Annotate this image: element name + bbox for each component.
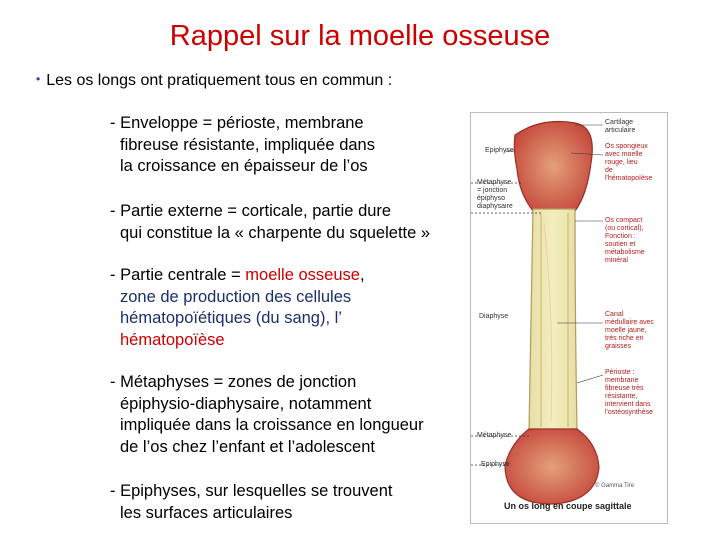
point-perioste bbox=[110, 113, 470, 178]
label-spongieux: l'hématopoïèse bbox=[605, 175, 653, 182]
label-metaphyse-top: épiphyso bbox=[477, 195, 506, 202]
label-metaphyse-top: = jonction bbox=[477, 187, 508, 194]
label-spongieux: de bbox=[605, 167, 613, 174]
point-line: épiphysio-diaphysaire, notamment bbox=[120, 394, 372, 413]
label-perioste: résistante, bbox=[605, 393, 638, 400]
label-compact: (ou cortical), bbox=[605, 225, 644, 232]
label-compact: Fonction : bbox=[605, 233, 636, 240]
point-prefix: - Partie centrale = bbox=[110, 266, 246, 284]
label-compact: minéral bbox=[605, 257, 628, 264]
label-epiphyse-bottom: Epiphyse bbox=[481, 461, 510, 468]
label-spongieux: rouge, lieu bbox=[605, 159, 638, 166]
bullet-icon: • bbox=[36, 72, 41, 86]
label-perioste: fibreuse très bbox=[605, 385, 644, 392]
point-line: - Enveloppe = périoste, membrane bbox=[110, 114, 364, 132]
figure-copyright: © Gamma Tire bbox=[595, 483, 635, 489]
label-metaphyse-bottom: Métaphyse bbox=[477, 432, 512, 439]
point-corticale bbox=[110, 201, 470, 244]
point-line: impliquée dans la croissance en longueur bbox=[120, 416, 424, 434]
lower-epiphysis bbox=[505, 429, 599, 504]
label-cartilage: articulaire bbox=[605, 127, 636, 134]
bone-figure bbox=[470, 112, 668, 524]
label-canal: médullaire avec bbox=[605, 319, 655, 326]
point-epiphyses bbox=[110, 481, 470, 524]
point-line: - Partie externe = corticale, partie dure bbox=[110, 202, 392, 220]
label-perioste: intervient dans bbox=[605, 401, 651, 408]
label-spongieux: Os spongieux bbox=[605, 143, 648, 150]
label-canal: très riche en bbox=[605, 335, 644, 342]
figure-caption: Un os long en coupe sagittale bbox=[504, 501, 632, 511]
point-metaphyses bbox=[110, 372, 470, 458]
label-perioste: l'ostéosynthèse bbox=[605, 409, 654, 416]
highlight-moelle: moelle osseuse bbox=[245, 266, 360, 284]
label-cartilage: Cartilage bbox=[605, 119, 634, 126]
point-moelle bbox=[110, 265, 470, 351]
intro-text: Les os longs ont pratiquement tous en commun : bbox=[46, 72, 393, 89]
point-line bbox=[110, 266, 365, 284]
slide-title: Rappel sur la moelle osseuse bbox=[169, 20, 551, 52]
point-line: hématopoïétiques (du sang), l’ bbox=[120, 309, 342, 327]
point-suffix: , bbox=[359, 266, 365, 284]
highlight-hematopoiese: hématopoïèse bbox=[120, 330, 225, 349]
point-line: - Epiphyses, sur lesquelles se trouvent bbox=[110, 482, 393, 500]
label-compact: soutien et bbox=[605, 241, 636, 248]
point-line: la croissance en épaisseur de l’os bbox=[120, 157, 368, 175]
label-metaphyse-top: diaphysaire bbox=[477, 203, 513, 210]
label-canal: Canal bbox=[605, 311, 624, 318]
label-canal: moelle jaune, bbox=[605, 327, 647, 334]
label-epiphyse-top: Epiphyse bbox=[485, 147, 514, 154]
point-line: fibreuse résistante, impliquée dans bbox=[120, 135, 375, 154]
upper-epiphysis bbox=[514, 122, 592, 212]
label-perioste: membrane bbox=[605, 377, 639, 384]
point-line: les surfaces articulaires bbox=[120, 503, 293, 522]
label-diaphyse: Diaphyse bbox=[479, 313, 509, 320]
label-spongieux: avec moelle bbox=[605, 151, 643, 158]
label-compact: Os compact bbox=[605, 217, 643, 224]
label-canal: graisses bbox=[605, 343, 632, 350]
point-line: - Métaphyses = zones de jonction bbox=[110, 373, 357, 391]
intro-line bbox=[36, 72, 392, 90]
point-line: zone de production des cellules bbox=[120, 287, 352, 306]
label-perioste: Périoste : bbox=[605, 369, 635, 376]
point-line: qui constitue la « charpente du squelette » bbox=[120, 223, 431, 242]
label-compact: métabolisme bbox=[605, 249, 645, 256]
point-line: de l’os chez l’enfant et l’adolescent bbox=[120, 437, 375, 456]
diaphysis-shaft bbox=[529, 209, 577, 431]
label-metaphyse-top: Métaphyse bbox=[477, 179, 512, 186]
